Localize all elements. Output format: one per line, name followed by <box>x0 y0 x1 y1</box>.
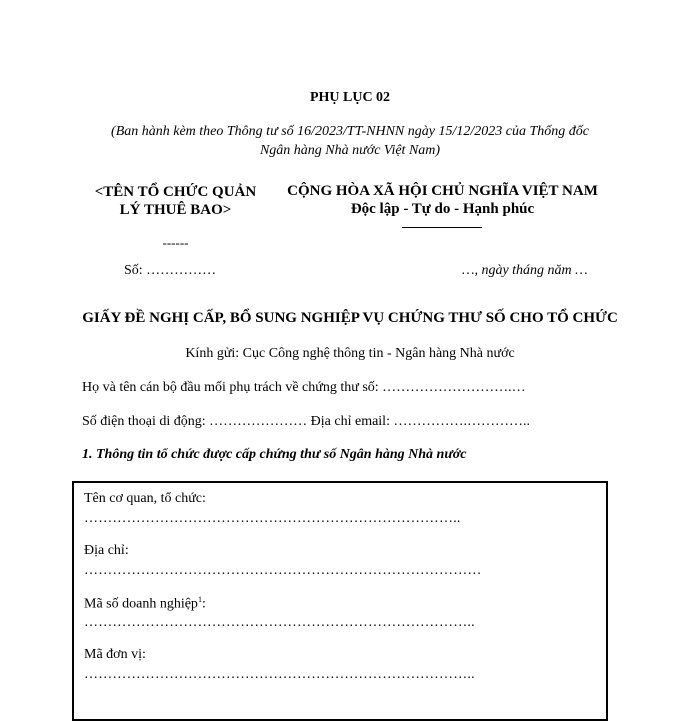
address-field[interactable]: ………………………………………………………………………… <box>84 563 482 578</box>
unit-code-field[interactable]: ……………………………………………………………………….. <box>84 667 475 682</box>
issued-note-line2: Ngân hàng Nhà nước Việt Nam) <box>259 143 441 158</box>
issued-note-line1: (Ban hành kèm theo Thông tư số 16/2023/TT-NHNN ngày 15/12/2023 của Thống đốc <box>111 124 589 139</box>
footnote-marker: 1 <box>197 595 202 604</box>
organization-divider: ------ <box>162 235 189 250</box>
recipient-line: Kính gửi: Cục Công nghệ thông tin - Ngân hàng Nhà nước <box>185 346 515 361</box>
form-title: GIẤY ĐỀ NGHỊ CẤP, BỔ SUNG NGHIỆP VỤ CHỨNG THƯ SỐ CHO TỔ CHỨC <box>82 310 618 326</box>
organization-name: <TÊN TỔ CHỨC QUẢN LÝ THUÊ BAO> <box>94 184 257 218</box>
date-line: …, ngày tháng năm … <box>462 263 588 278</box>
section-1-heading: 1. Thông tin tổ chức được cấp chứng thư số Ngân hàng Nhà nước <box>82 447 467 462</box>
tax-code-label <box>84 595 206 613</box>
appendix-title: PHỤ LỤC 02 <box>309 90 391 105</box>
tax-code-field[interactable]: ……………………………………………………………………….. <box>84 615 475 630</box>
unit-code-label: Mã đơn vị: <box>84 647 146 662</box>
contact-person-field[interactable]: Họ và tên cán bộ đầu mối phụ trách về chứng thư số: ……………………….… <box>82 380 526 395</box>
motto-underline <box>402 227 482 228</box>
country-title: CỘNG HÒA XÃ HỘI CHỦ NGHĨA VIỆT NAM <box>287 183 598 199</box>
national-motto: Độc lập - Tự do - Hạnh phúc <box>350 201 535 217</box>
organization-info-box <box>72 481 608 721</box>
document-number: Số: …………… <box>124 263 217 278</box>
org-name-field[interactable]: …………………………………………………………………….. <box>84 511 461 526</box>
org-name-label: Tên cơ quan, tổ chức: <box>84 491 206 506</box>
tax-code-colon: : <box>201 596 206 612</box>
tax-code-label-text: Mã số doanh nghiệp <box>84 596 198 612</box>
phone-email-field[interactable]: Số điện thoại di động: ………………… Địa chỉ email: …………….………….. <box>82 414 530 429</box>
address-label: Địa chỉ: <box>84 543 129 558</box>
